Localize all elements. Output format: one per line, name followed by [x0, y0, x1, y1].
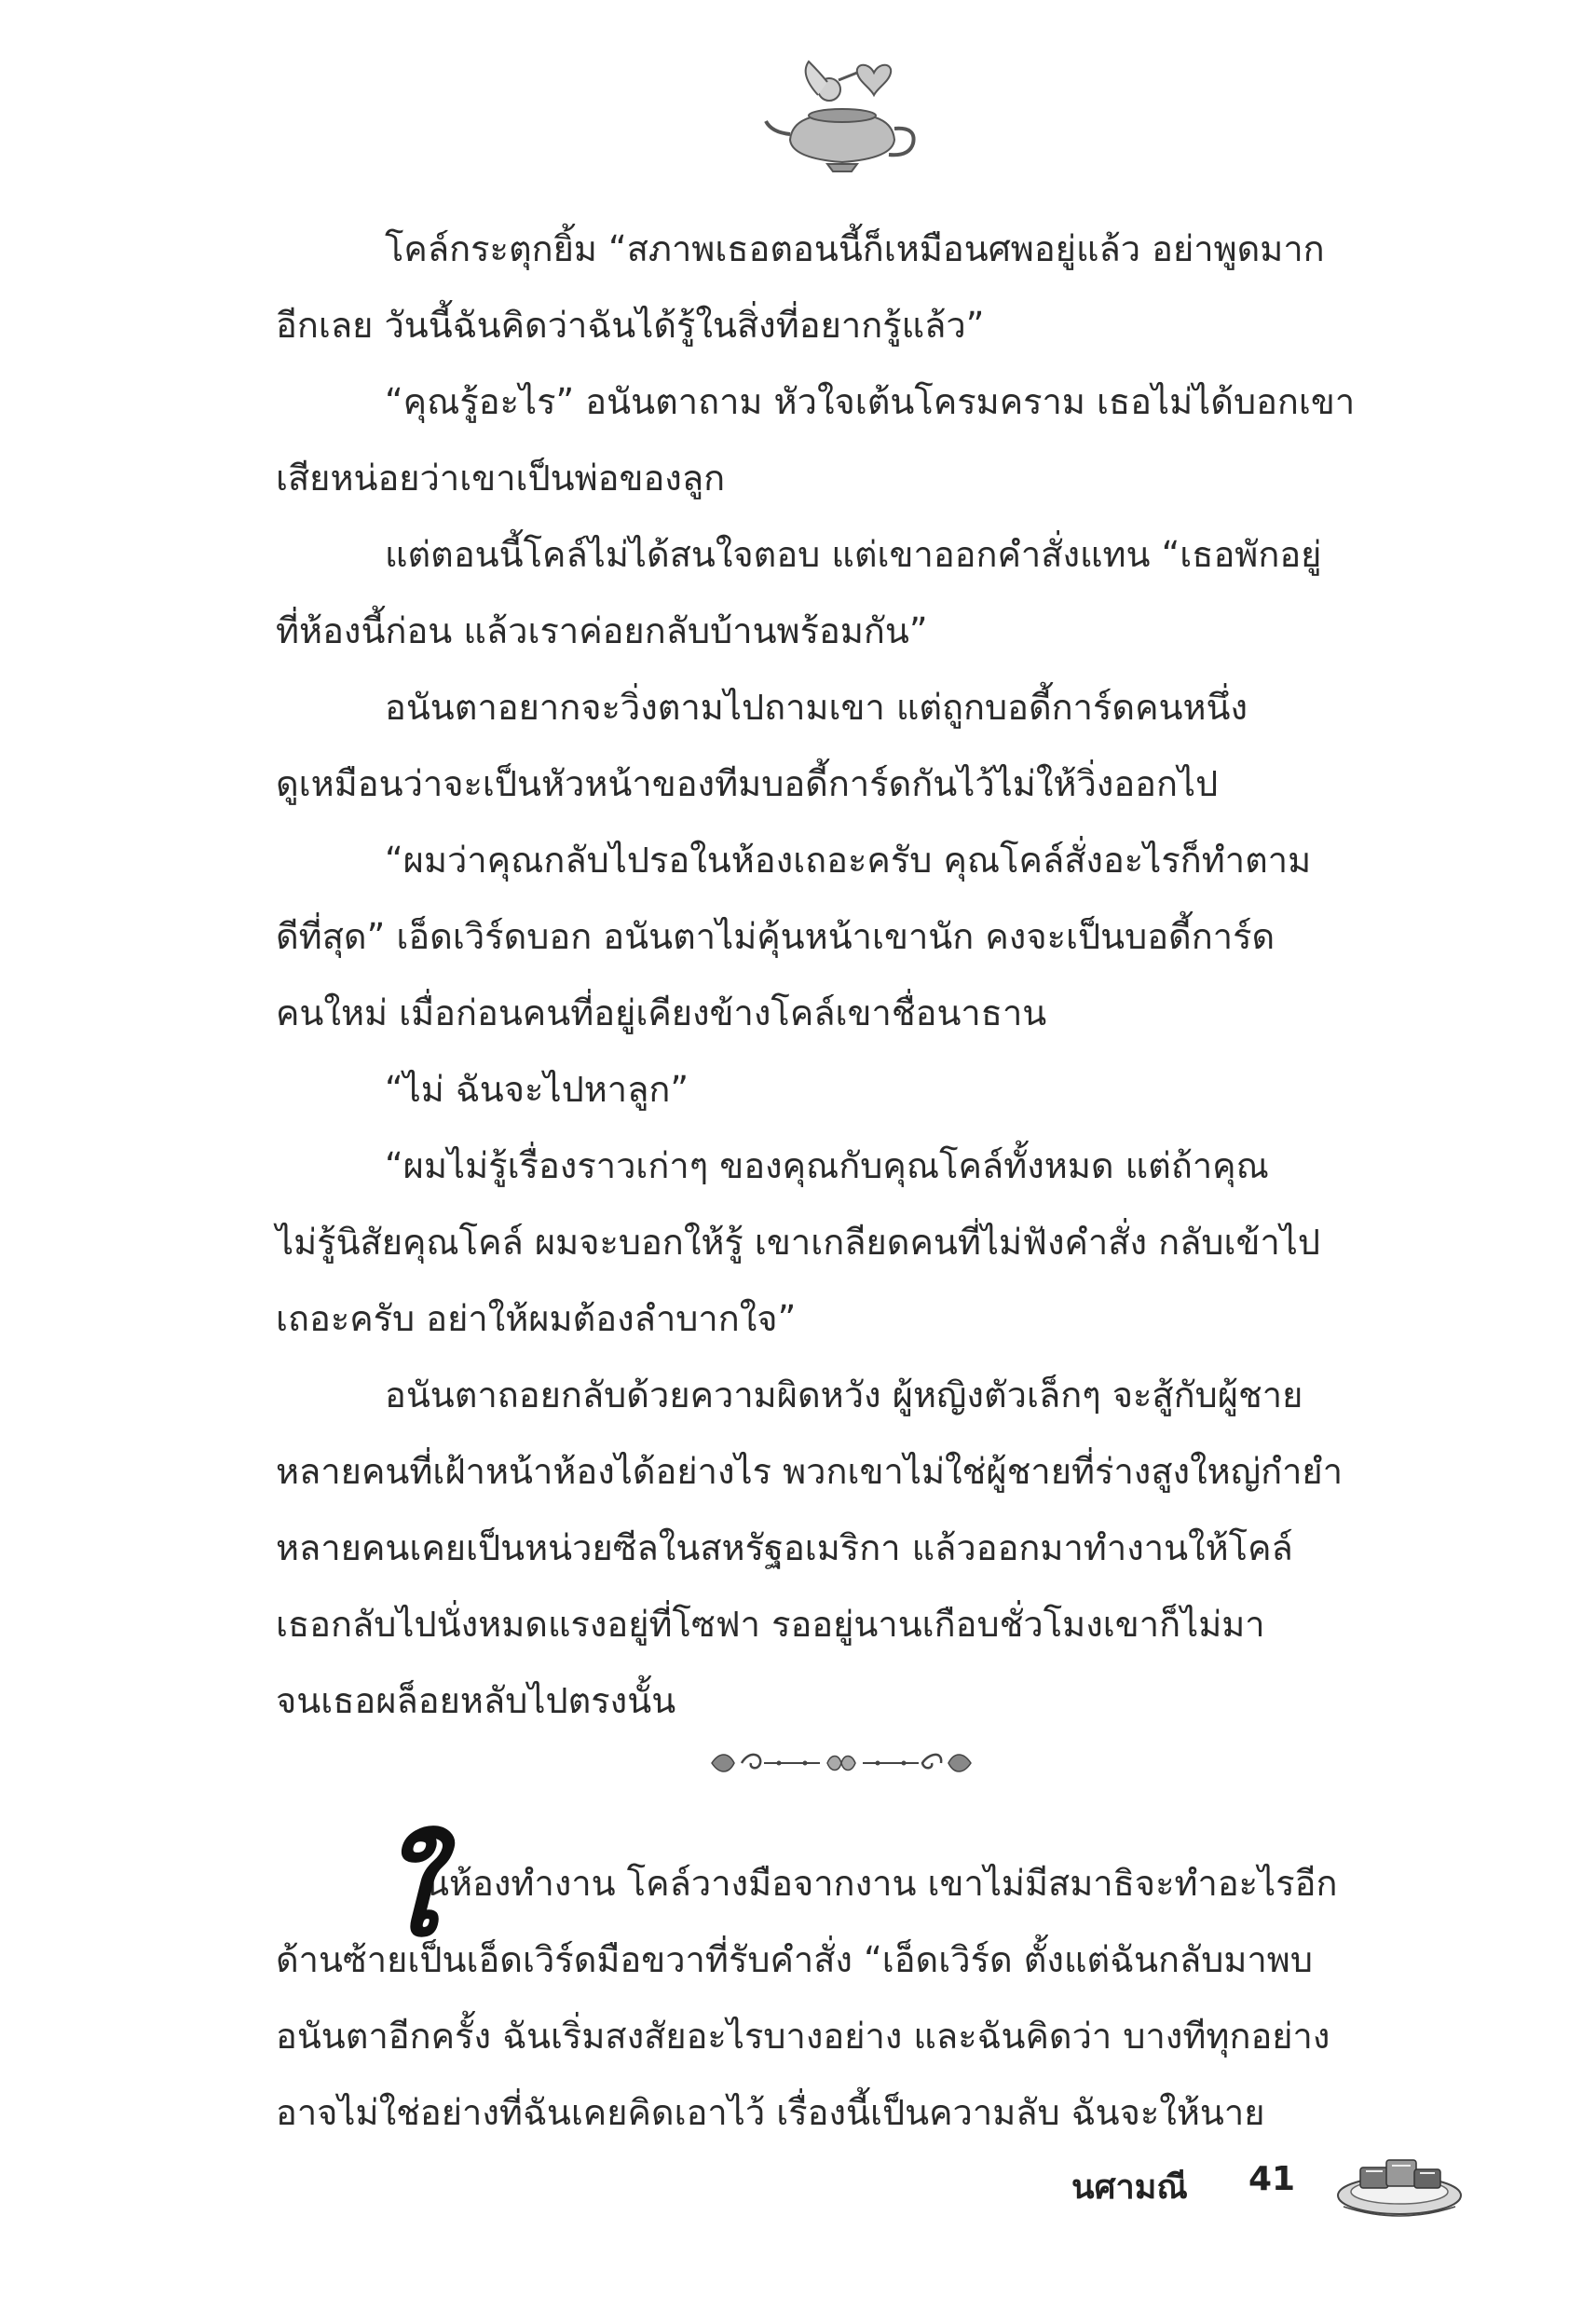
text-line: ดีที่สุด” เอ็ดเวิร์ดบอก อนันตาไม่คุ้นหน้าเขานัก คงจะเป็นบอดี้การ์ด: [276, 916, 1275, 957]
text-line: “ผมไม่รู้เรื่องราวเก่าๆ ของคุณกับคุณโคล์ทั้งหมด แต่ถ้าคุณ: [385, 1145, 1269, 1186]
text-line: นห้องทำงาน โคล์วางมือจากงาน เขาไม่มีสมาธิจะทำอะไรอีก: [425, 1863, 1338, 1904]
paragraph: [276, 363, 1405, 516]
text-line: เถอะครับ อย่าให้ผมต้องลำบากใจ”: [276, 1298, 797, 1339]
paragraph: [276, 1128, 1405, 1357]
text-line: ที่ห้องนี้ก่อน แล้วเราค่อยกลับบ้านพร้อมกัน”: [276, 610, 928, 651]
dessert-plate-icon: [1334, 2141, 1465, 2222]
page-footer: [1071, 2141, 1425, 2225]
text-line: “คุณรู้อะไร” อนันตาถาม หัวใจเต้นโครมคราม เธอไม่ได้บอกเขา: [385, 381, 1356, 422]
body-text-section-1: [276, 211, 1405, 1739]
drop-cap: ใ: [378, 1824, 437, 1963]
text-line: อีกเลย วันนี้ฉันคิดว่าฉันได้รู้ในสิ่งที่อยากรู้แล้ว”: [276, 305, 985, 346]
text-line: เสียหน่อยว่าเขาเป็นพ่อของลูก: [276, 458, 726, 499]
text-line: เธอกลับไปนั่งหมดแรงอยู่ที่โซฟา รออยู่นานเกือบชั่วโมงเขาก็ไม่มา: [276, 1604, 1265, 1645]
text-line: อนันตาถอยกลับด้วยความผิดหวัง ผู้หญิงตัวเล็กๆ จะสู้กับผู้ชาย: [385, 1374, 1303, 1415]
paragraph: [276, 822, 1405, 1051]
text-line: ไม่รู้นิสัยคุณโคล์ ผมจะบอกให้รู้ เขาเกลียดคนที่ไม่ฟังคำสั่ง กลับเข้าไป: [276, 1222, 1321, 1263]
paragraph: [276, 1357, 1405, 1739]
text-line: แต่ตอนนี้โคล์ไม่ได้สนใจตอบ แต่เขาออกคำสั่งแทน “เธอพักอยู่: [385, 534, 1322, 575]
page-number: 41: [1248, 2160, 1296, 2198]
paragraph: [276, 516, 1405, 669]
text-line: โคล์กระตุกยิ้ม “สภาพเธอตอนนี้ก็เหมือนศพอยู่แล้ว อย่าพูดมาก: [385, 228, 1325, 269]
text-line: คนใหม่ เมื่อก่อนคนที่อยู่เคียงข้างโคล์เขาชื่อนาธาน: [276, 992, 1047, 1033]
body-text-section-2: [276, 1824, 1405, 2151]
text-line: “ไม่ ฉันจะไปหาลูก”: [385, 1069, 689, 1110]
flourish-divider-icon: [708, 1741, 975, 1785]
author-name: นศามณี: [1071, 2168, 1188, 2207]
text-line: อนันตาอีกครั้ง ฉันเริ่มสงสัยอะไรบางอย่าง และฉันคิดว่า บางทีทุกอย่าง: [276, 2016, 1330, 2057]
teapot-cupid-ornament-icon: [762, 54, 921, 173]
paragraph: [276, 669, 1405, 822]
text-line: “ผมว่าคุณกลับไปรอในห้องเถอะครับ คุณโคล์สั่งอะไรก็ทำตาม: [385, 840, 1312, 881]
paragraph: [276, 1051, 1405, 1128]
text-line: อาจไม่ใช่อย่างที่ฉันเคยคิดเอาไว้ เรื่องนี้เป็นความลับ ฉันจะให้นาย: [276, 2092, 1265, 2133]
text-line: ด้านซ้ายเป็นเอ็ดเวิร์ดมือขวาที่รับคำสั่ง “เอ็ดเวิร์ด ตั้งแต่ฉันกลับมาพบ: [276, 1939, 1313, 1980]
text-line: หลายคนเคยเป็นหน่วยซีลในสหรัฐอเมริกา แล้วออกมาทำงานให้โคล์: [276, 1527, 1293, 1568]
text-line: หลายคนที่เฝ้าหน้าห้องได้อย่างไร พวกเขาไม่ใช่ผู้ชายที่ร่างสูงใหญ่กำยำ: [276, 1451, 1344, 1492]
text-line: อนันตาอยากจะวิ่งตามไปถามเขา แต่ถูกบอดี้การ์ดคนหนึ่ง: [385, 687, 1248, 728]
text-line: จนเธอผล็อยหลับไปตรงนั้น: [276, 1680, 676, 1721]
paragraph: [276, 211, 1405, 363]
text-line: ดูเหมือนว่าจะเป็นหัวหน้าของทีมบอดี้การ์ดกันไว้ไม่ให้วิ่งออกไป: [276, 763, 1219, 804]
